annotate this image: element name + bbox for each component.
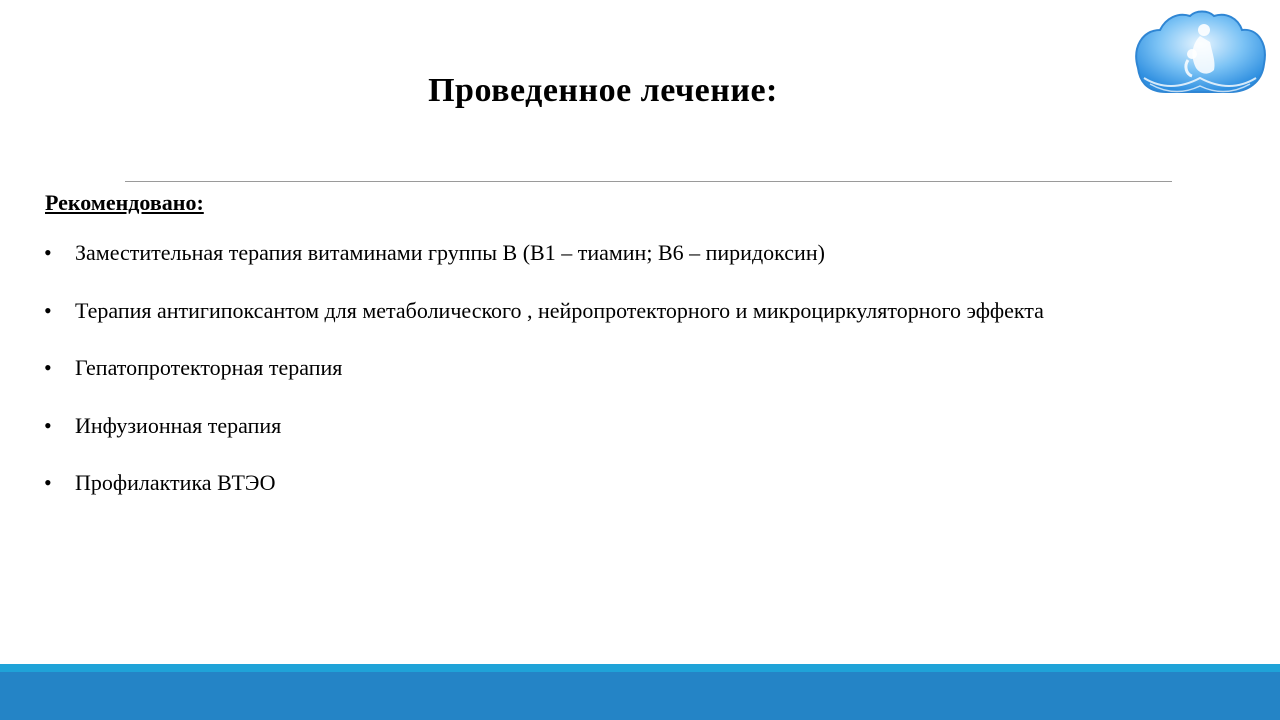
title-divider [125, 181, 1172, 182]
list-item-text: Гепатопротекторная терапия [75, 355, 343, 380]
page-title: Проведенное лечение: [428, 72, 778, 109]
bullet-icon: • [44, 470, 52, 495]
list-item-text: Заместительная терапия витаминами группы В (В1 – тиамин; В6 – пиридоксин) [75, 240, 825, 265]
list-item-text: Инфузионная терапия [75, 412, 282, 438]
bullet-icon: • [44, 240, 52, 265]
footer-bar [0, 672, 1280, 720]
list-item-text: Профилактика ВТЭО [75, 470, 276, 495]
recommended-heading: Рекомендовано: [45, 190, 204, 215]
bullet-icon: • [44, 355, 52, 380]
footer-accent-bar [0, 664, 1280, 672]
list-item-text: Терапия антигипоксантом для метаболического , нейропротекторного и микроциркуляторного эффекта [75, 297, 1044, 323]
bullet-icon: • [44, 297, 52, 323]
bullet-icon: • [44, 412, 52, 438]
